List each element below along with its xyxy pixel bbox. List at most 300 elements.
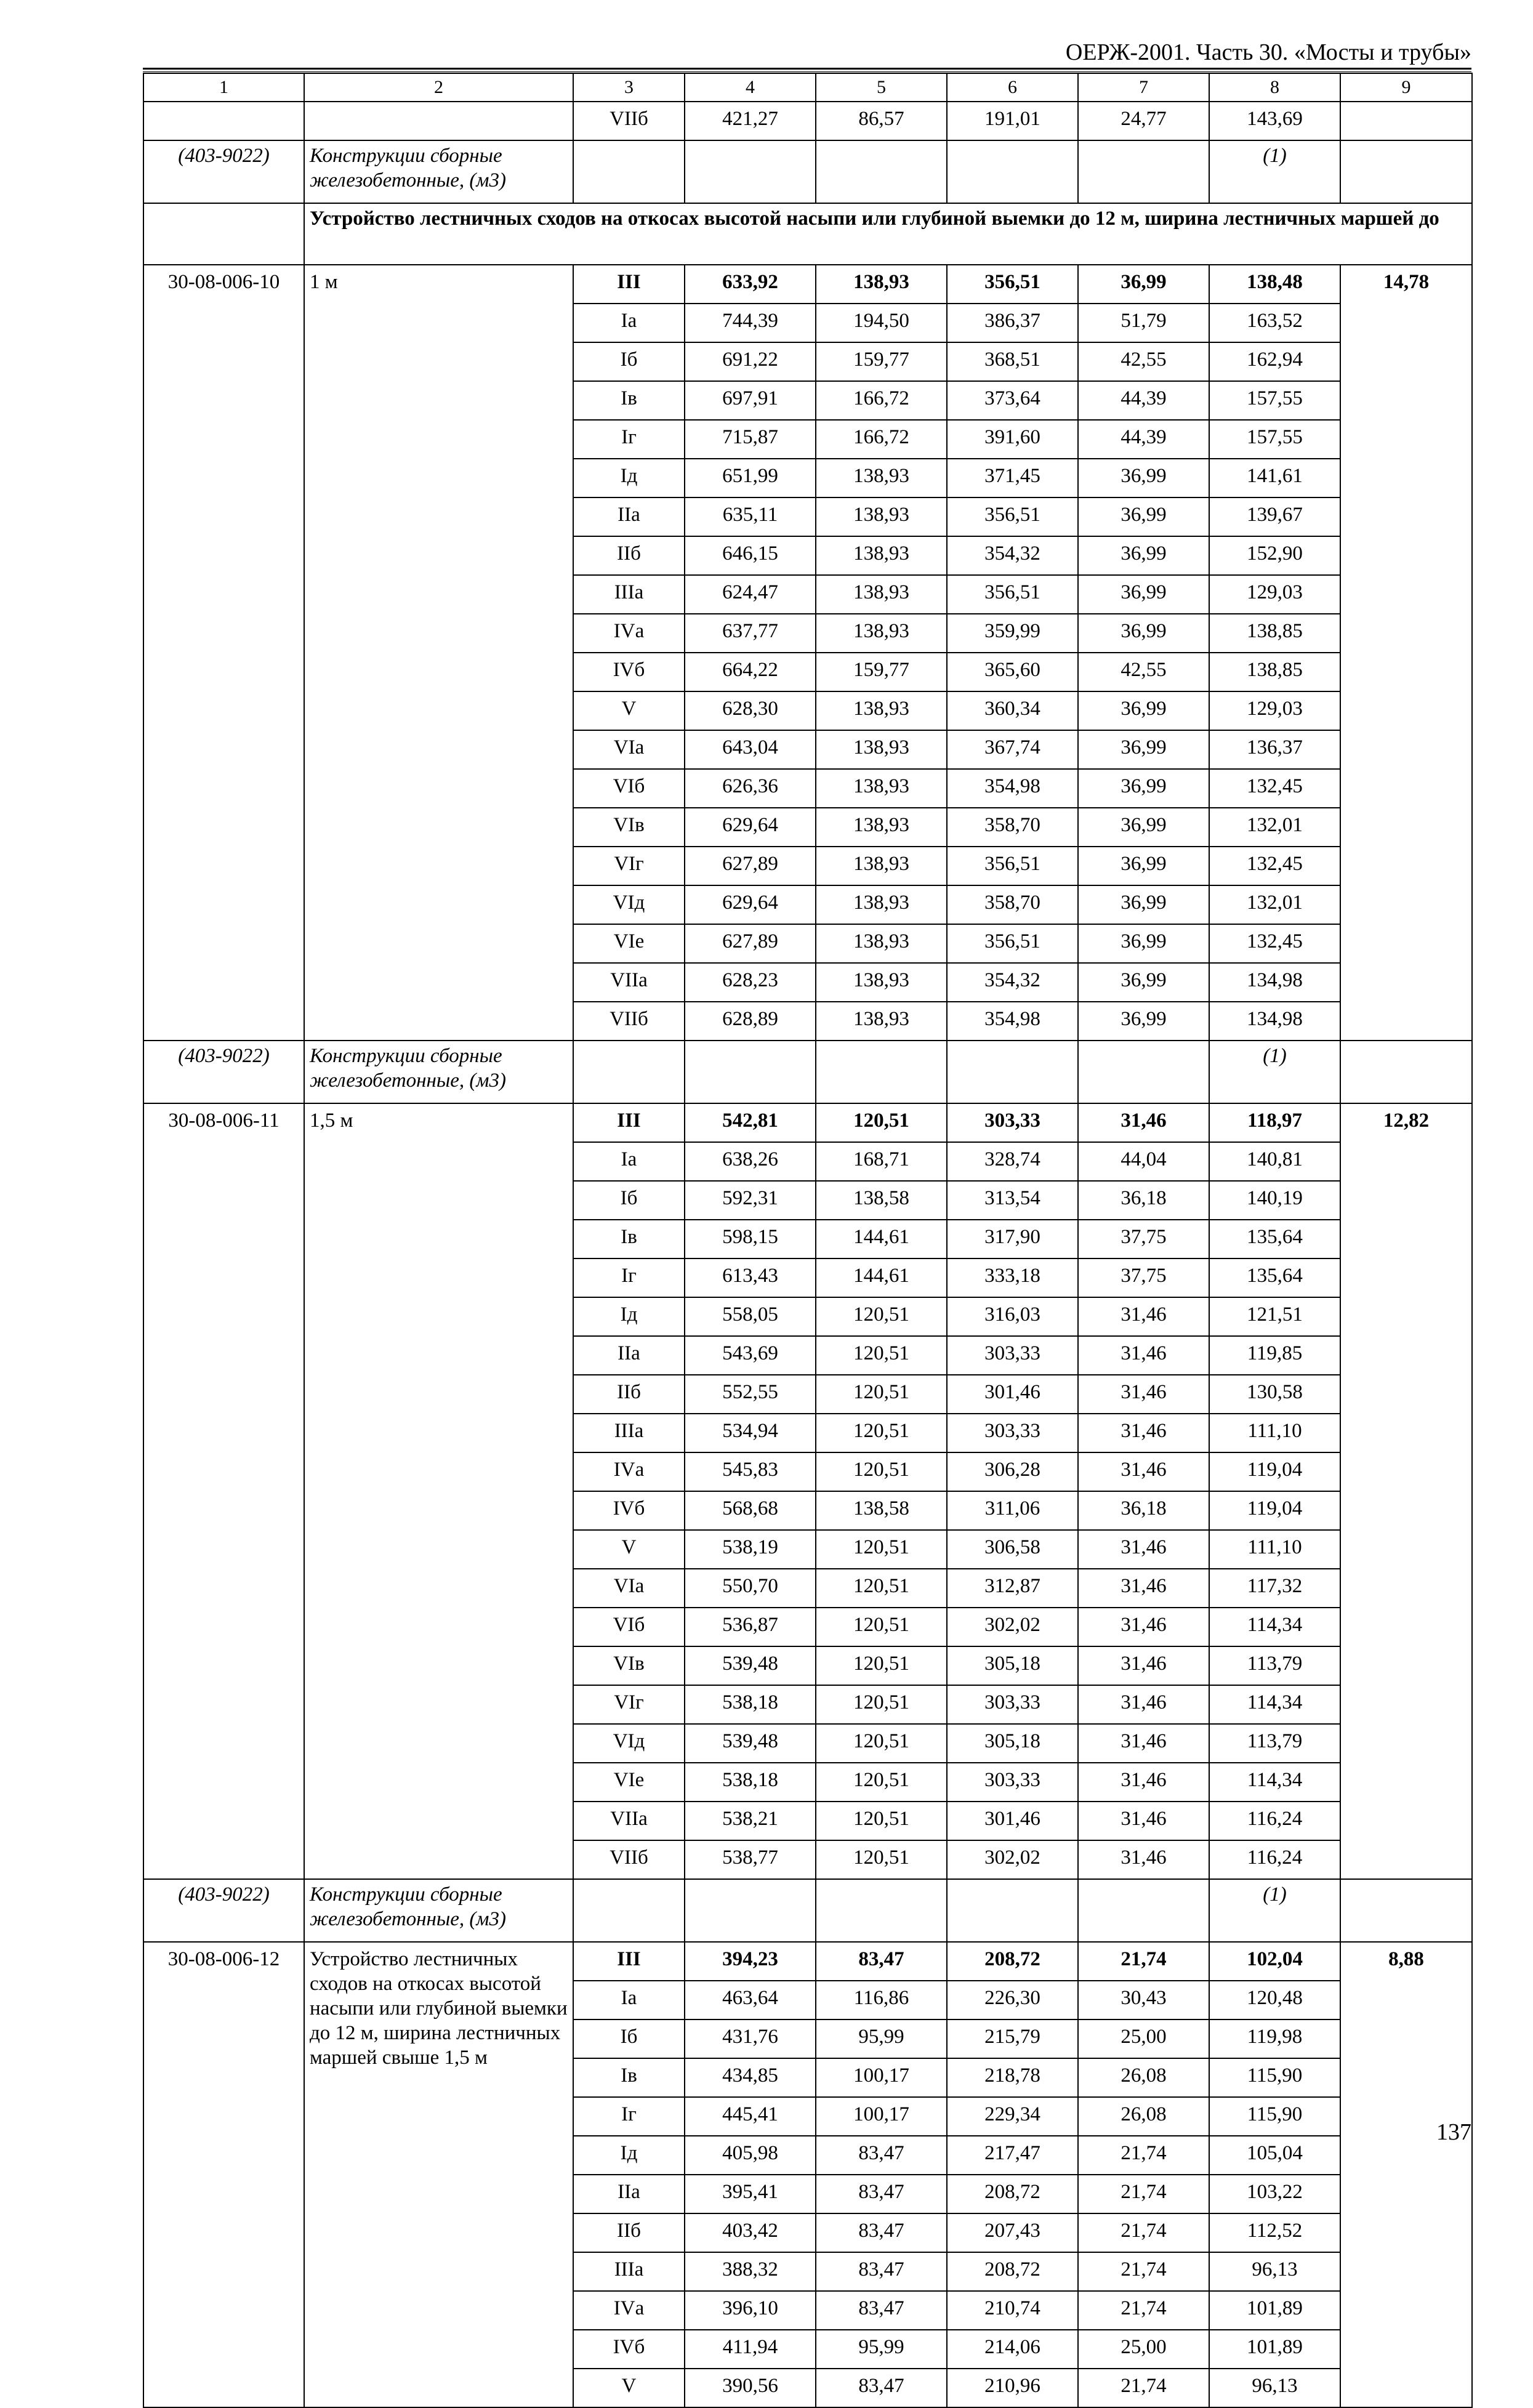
- machine-operation: 312,87: [947, 1569, 1078, 1608]
- machinist-wages: 44,39: [1078, 381, 1209, 420]
- materials-cost: 152,90: [1209, 536, 1340, 575]
- machine-operation: 356,51: [947, 847, 1078, 885]
- machine-operation: 354,98: [947, 769, 1078, 808]
- materials-cost: 112,52: [1209, 2213, 1340, 2252]
- materials-cost: 102,04: [1209, 1942, 1340, 1981]
- total-cost: 744,39: [685, 304, 816, 342]
- empty-cell: [947, 140, 1078, 203]
- labor-wages: 120,51: [816, 1840, 947, 1879]
- materials-cost: 130,58: [1209, 1375, 1340, 1414]
- empty-cell: [1078, 1879, 1209, 1942]
- materials-cost: 141,61: [1209, 459, 1340, 497]
- machine-operation: 303,33: [947, 1103, 1078, 1142]
- resource-code: (403-9022): [143, 140, 304, 203]
- labor-wages: 95,99: [816, 2019, 947, 2058]
- total-cost: 538,77: [685, 1840, 816, 1879]
- machinist-wages: 21,74: [1078, 1942, 1209, 1981]
- machinist-wages: 36,99: [1078, 536, 1209, 575]
- labor-wages: 120,51: [816, 1802, 947, 1840]
- machinist-wages: 36,99: [1078, 497, 1209, 536]
- materials-cost: 101,89: [1209, 2330, 1340, 2369]
- total-cost: 568,68: [685, 1491, 816, 1530]
- machinist-wages: 36,99: [1078, 808, 1209, 847]
- total-cost: 394,23: [685, 1942, 816, 1981]
- zone-code: VIа: [573, 730, 685, 769]
- machine-operation: 371,45: [947, 459, 1078, 497]
- machine-operation: 360,34: [947, 691, 1078, 730]
- machinist-wages: 31,46: [1078, 1685, 1209, 1724]
- labor-wages: 194,50: [816, 304, 947, 342]
- total-cost: 403,42: [685, 2213, 816, 2252]
- machinist-wages: 36,99: [1078, 885, 1209, 924]
- machine-operation: 386,37: [947, 304, 1078, 342]
- total-cost: 396,10: [685, 2291, 816, 2330]
- materials-cost: 103,22: [1209, 2175, 1340, 2213]
- materials-cost: 136,37: [1209, 730, 1340, 769]
- materials-cost: 101,89: [1209, 2291, 1340, 2330]
- zone-code: IIб: [573, 2213, 685, 2252]
- machine-operation: 303,33: [947, 1763, 1078, 1802]
- total-cost: 629,64: [685, 808, 816, 847]
- machine-operation: 316,03: [947, 1297, 1078, 1336]
- machine-operation: 356,51: [947, 924, 1078, 963]
- total-cost: 536,87: [685, 1608, 816, 1646]
- zone-code: IVа: [573, 1452, 685, 1491]
- zone-code: Iв: [573, 2058, 685, 2097]
- machine-operation: 313,54: [947, 1181, 1078, 1220]
- materials-cost: 157,55: [1209, 381, 1340, 420]
- labor-wages: 138,93: [816, 575, 947, 614]
- machine-operation: 229,34: [947, 2097, 1078, 2136]
- machine-operation: 303,33: [947, 1685, 1078, 1724]
- machine-operation: 354,32: [947, 963, 1078, 1002]
- machine-operation: 311,06: [947, 1491, 1078, 1530]
- total-cost: 388,32: [685, 2252, 816, 2291]
- machine-operation: 208,72: [947, 1942, 1078, 1981]
- section-heading-row: [143, 203, 1472, 265]
- total-cost: 538,18: [685, 1685, 816, 1724]
- zone-code: IIб: [573, 536, 685, 575]
- materials-cost: 163,52: [1209, 304, 1340, 342]
- zone-code: IIа: [573, 1336, 685, 1375]
- total-cost: 664,22: [685, 653, 816, 691]
- labor-wages: 83,47: [816, 2213, 947, 2252]
- rate-code: 30-08-006-12: [143, 1942, 304, 2407]
- zone-code: V: [573, 2369, 685, 2407]
- machinist-wages: 36,99: [1078, 459, 1209, 497]
- labor-wages: 100,17: [816, 2058, 947, 2097]
- materials-cost: 115,90: [1209, 2058, 1340, 2097]
- table-row: [143, 265, 1472, 304]
- total-cost: 539,48: [685, 1724, 816, 1763]
- machinist-wages: 26,08: [1078, 2097, 1209, 2136]
- machine-operation: 328,74: [947, 1142, 1078, 1181]
- materials-cost: 129,03: [1209, 575, 1340, 614]
- materials-cost: 116,24: [1209, 1840, 1340, 1879]
- zone-code: VIIб: [573, 102, 685, 140]
- column-number-row: [143, 73, 1472, 102]
- total-cost: 405,98: [685, 2136, 816, 2175]
- column-number: 7: [1078, 73, 1209, 102]
- materials-cost: 140,81: [1209, 1142, 1340, 1181]
- column-number: 5: [816, 73, 947, 102]
- machinist-wages: 26,08: [1078, 2058, 1209, 2097]
- empty-cell: [685, 140, 816, 203]
- zone-code: IIIа: [573, 2252, 685, 2291]
- machine-operation: 305,18: [947, 1646, 1078, 1685]
- total-cost: 539,48: [685, 1646, 816, 1685]
- labor-wages: 138,93: [816, 924, 947, 963]
- machinist-wages: 42,55: [1078, 342, 1209, 381]
- materials-cost: 96,13: [1209, 2252, 1340, 2291]
- labor-wages: 120,51: [816, 1336, 947, 1375]
- materials-cost: 143,69: [1209, 102, 1340, 140]
- machine-operation: 368,51: [947, 342, 1078, 381]
- materials-cost: 119,98: [1209, 2019, 1340, 2058]
- zone-code: Iг: [573, 1258, 685, 1297]
- resource-note-row: [143, 1041, 1472, 1103]
- labor-wages: 159,77: [816, 653, 947, 691]
- machinist-wages: 36,99: [1078, 1002, 1209, 1041]
- zone-code: VIв: [573, 808, 685, 847]
- machinist-wages: 37,75: [1078, 1258, 1209, 1297]
- zone-code: Iа: [573, 1142, 685, 1181]
- resource-description: Конструкции сборные железобетонные, (м3): [304, 1041, 573, 1103]
- labor-wages: 120,51: [816, 1685, 947, 1724]
- machine-operation: 356,51: [947, 575, 1078, 614]
- machine-operation: 354,32: [947, 536, 1078, 575]
- rate-code: 30-08-006-11: [143, 1103, 304, 1879]
- work-description: 1,5 м: [304, 1103, 573, 1879]
- labor-wages: 120,51: [816, 1608, 947, 1646]
- materials-cost: 105,04: [1209, 2136, 1340, 2175]
- column-number: 1: [143, 73, 304, 102]
- zone-code: V: [573, 1530, 685, 1569]
- work-description: [304, 102, 573, 140]
- machine-operation: 333,18: [947, 1258, 1078, 1297]
- total-cost: 697,91: [685, 381, 816, 420]
- machine-operation: 356,51: [947, 497, 1078, 536]
- labor-wages: 100,17: [816, 2097, 947, 2136]
- total-cost: 627,89: [685, 847, 816, 885]
- resource-note-row: [143, 140, 1472, 203]
- zone-code: IIб: [573, 1375, 685, 1414]
- materials-cost: 121,51: [1209, 1297, 1340, 1336]
- labor-hours: 12,82: [1340, 1103, 1472, 1879]
- machinist-wages: 36,99: [1078, 575, 1209, 614]
- materials-cost: 138,48: [1209, 265, 1340, 304]
- zone-code: VIIа: [573, 1802, 685, 1840]
- table-row: [143, 1942, 1472, 1981]
- machine-operation: 217,47: [947, 2136, 1078, 2175]
- machine-operation: 301,46: [947, 1375, 1078, 1414]
- machine-operation: 226,30: [947, 1981, 1078, 2019]
- materials-cost: 119,04: [1209, 1452, 1340, 1491]
- labor-wages: 120,51: [816, 1103, 947, 1142]
- labor-wages: 138,93: [816, 885, 947, 924]
- machinist-wages: 31,46: [1078, 1297, 1209, 1336]
- zone-code: VIIб: [573, 1002, 685, 1041]
- resource-quantity: (1): [1209, 140, 1340, 203]
- table-row: [143, 1103, 1472, 1142]
- zone-code: Iв: [573, 1220, 685, 1258]
- column-number: 4: [685, 73, 816, 102]
- empty-cell: [685, 1041, 816, 1103]
- resource-quantity: (1): [1209, 1879, 1340, 1942]
- total-cost: 395,41: [685, 2175, 816, 2213]
- total-cost: 638,26: [685, 1142, 816, 1181]
- machinist-wages: 36,99: [1078, 924, 1209, 963]
- machine-operation: 358,70: [947, 808, 1078, 847]
- machinist-wages: 31,46: [1078, 1608, 1209, 1646]
- machinist-wages: 21,74: [1078, 2136, 1209, 2175]
- work-description: Устройство лестничных сходов на откосах высотой насыпи или глубиной выемки до 12 м, ширина лестничных маршей свыше 1,5 м: [304, 1942, 573, 2407]
- machine-operation: 365,60: [947, 653, 1078, 691]
- column-number: 2: [304, 73, 573, 102]
- zone-code: Iб: [573, 2019, 685, 2058]
- machine-operation: 210,96: [947, 2369, 1078, 2407]
- labor-wages: 120,51: [816, 1763, 947, 1802]
- machinist-wages: 31,46: [1078, 1414, 1209, 1452]
- rate-code: 30-08-006-10: [143, 265, 304, 1041]
- total-cost: 628,30: [685, 691, 816, 730]
- materials-cost: 114,34: [1209, 1685, 1340, 1724]
- machine-operation: 303,33: [947, 1336, 1078, 1375]
- labor-wages: 83,47: [816, 2369, 947, 2407]
- machinist-wages: 31,46: [1078, 1646, 1209, 1685]
- machine-operation: 306,58: [947, 1530, 1078, 1569]
- total-cost: 637,77: [685, 614, 816, 653]
- labor-wages: 138,93: [816, 614, 947, 653]
- total-cost: 628,89: [685, 1002, 816, 1041]
- machinist-wages: 36,99: [1078, 769, 1209, 808]
- machinist-wages: 31,46: [1078, 1530, 1209, 1569]
- zone-code: Iб: [573, 342, 685, 381]
- column-number: 6: [947, 73, 1078, 102]
- empty-cell: [816, 1041, 947, 1103]
- total-cost: 545,83: [685, 1452, 816, 1491]
- column-number: 9: [1340, 73, 1472, 102]
- labor-wages: 138,93: [816, 497, 947, 536]
- empty-cell: [573, 1879, 685, 1942]
- machine-operation: 354,98: [947, 1002, 1078, 1041]
- labor-wages: 116,86: [816, 1981, 947, 2019]
- machinist-wages: 21,74: [1078, 2252, 1209, 2291]
- total-cost: 633,92: [685, 265, 816, 304]
- labor-wages: 120,51: [816, 1530, 947, 1569]
- materials-cost: 120,48: [1209, 1981, 1340, 2019]
- labor-wages: 83,47: [816, 2252, 947, 2291]
- machinist-wages: 31,46: [1078, 1103, 1209, 1142]
- machinist-wages: 25,00: [1078, 2019, 1209, 2058]
- zone-code: VIе: [573, 1763, 685, 1802]
- materials-cost: 132,45: [1209, 924, 1340, 963]
- zone-code: IVб: [573, 1491, 685, 1530]
- zone-code: VIб: [573, 1608, 685, 1646]
- zone-code: V: [573, 691, 685, 730]
- materials-cost: 132,01: [1209, 808, 1340, 847]
- machinist-wages: 31,46: [1078, 1569, 1209, 1608]
- machinist-wages: 44,39: [1078, 420, 1209, 459]
- materials-cost: 140,19: [1209, 1181, 1340, 1220]
- labor-wages: 138,93: [816, 963, 947, 1002]
- materials-cost: 114,34: [1209, 1763, 1340, 1802]
- labor-wages: 166,72: [816, 381, 947, 420]
- total-cost: 643,04: [685, 730, 816, 769]
- machine-operation: 373,64: [947, 381, 1078, 420]
- total-cost: 538,18: [685, 1763, 816, 1802]
- materials-cost: 138,85: [1209, 653, 1340, 691]
- resource-code: (403-9022): [143, 1879, 304, 1942]
- materials-cost: 113,79: [1209, 1724, 1340, 1763]
- machine-operation: 191,01: [947, 102, 1078, 140]
- total-cost: 646,15: [685, 536, 816, 575]
- total-cost: 558,05: [685, 1297, 816, 1336]
- materials-cost: 129,03: [1209, 691, 1340, 730]
- zone-code: VIе: [573, 924, 685, 963]
- machinist-wages: 51,79: [1078, 304, 1209, 342]
- total-cost: 552,55: [685, 1375, 816, 1414]
- machinist-wages: 31,46: [1078, 1452, 1209, 1491]
- machinist-wages: 36,99: [1078, 847, 1209, 885]
- zone-code: IIIа: [573, 1414, 685, 1452]
- machinist-wages: 36,18: [1078, 1491, 1209, 1530]
- total-cost: 626,36: [685, 769, 816, 808]
- materials-cost: 118,97: [1209, 1103, 1340, 1142]
- labor-wages: 120,51: [816, 1414, 947, 1452]
- labor-wages: 138,58: [816, 1491, 947, 1530]
- labor-wages: 138,93: [816, 691, 947, 730]
- machinist-wages: 36,99: [1078, 614, 1209, 653]
- total-cost: 534,94: [685, 1414, 816, 1452]
- materials-cost: 96,13: [1209, 2369, 1340, 2407]
- labor-wages: 144,61: [816, 1258, 947, 1297]
- total-cost: 598,15: [685, 1220, 816, 1258]
- total-cost: 628,23: [685, 963, 816, 1002]
- zone-code: VIд: [573, 885, 685, 924]
- machine-operation: 302,02: [947, 1608, 1078, 1646]
- total-cost: 629,64: [685, 885, 816, 924]
- header-rule-thin: [143, 71, 1471, 72]
- materials-cost: 138,85: [1209, 614, 1340, 653]
- materials-cost: 135,64: [1209, 1220, 1340, 1258]
- column-number: 8: [1209, 73, 1340, 102]
- total-cost: 635,11: [685, 497, 816, 536]
- total-cost: 592,31: [685, 1181, 816, 1220]
- zone-code: Iд: [573, 1297, 685, 1336]
- labor-wages: 120,51: [816, 1375, 947, 1414]
- price-table: [143, 73, 1473, 2408]
- zone-code: VIIа: [573, 963, 685, 1002]
- machinist-wages: 31,46: [1078, 1802, 1209, 1840]
- labor-wages: 138,93: [816, 265, 947, 304]
- empty-cell: [1340, 140, 1472, 203]
- machine-operation: 301,46: [947, 1802, 1078, 1840]
- machinist-wages: 36,99: [1078, 691, 1209, 730]
- total-cost: 543,69: [685, 1336, 816, 1375]
- zone-code: Iд: [573, 459, 685, 497]
- zone-code: VIа: [573, 1569, 685, 1608]
- total-cost: 613,43: [685, 1258, 816, 1297]
- machinist-wages: 21,74: [1078, 2175, 1209, 2213]
- resource-code: (403-9022): [143, 1041, 304, 1103]
- machine-operation: 208,72: [947, 2175, 1078, 2213]
- labor-wages: 120,51: [816, 1452, 947, 1491]
- labor-wages: 86,57: [816, 102, 947, 140]
- total-cost: 627,89: [685, 924, 816, 963]
- zone-code: VIг: [573, 847, 685, 885]
- zone-code: IIа: [573, 2175, 685, 2213]
- zone-code: IVб: [573, 653, 685, 691]
- labor-wages: 138,93: [816, 730, 947, 769]
- total-cost: 538,21: [685, 1802, 816, 1840]
- labor-hours: [1340, 102, 1472, 140]
- materials-cost: 132,01: [1209, 885, 1340, 924]
- machinist-wages: 31,46: [1078, 1375, 1209, 1414]
- column-number: 3: [573, 73, 685, 102]
- zone-code: VIв: [573, 1646, 685, 1685]
- machine-operation: 208,72: [947, 2252, 1078, 2291]
- materials-cost: 157,55: [1209, 420, 1340, 459]
- materials-cost: 119,04: [1209, 1491, 1340, 1530]
- labor-wages: 83,47: [816, 2175, 947, 2213]
- machine-operation: 218,78: [947, 2058, 1078, 2097]
- machine-operation: 215,79: [947, 2019, 1078, 2058]
- materials-cost: 117,32: [1209, 1569, 1340, 1608]
- empty-cell: [1340, 1041, 1472, 1103]
- machine-operation: 303,33: [947, 1414, 1078, 1452]
- machinist-wages: 21,74: [1078, 2369, 1209, 2407]
- resource-description: Конструкции сборные железобетонные, (м3): [304, 1879, 573, 1942]
- labor-wages: 120,51: [816, 1297, 947, 1336]
- zone-code: VIг: [573, 1685, 685, 1724]
- total-cost: 715,87: [685, 420, 816, 459]
- materials-cost: 139,67: [1209, 497, 1340, 536]
- empty-cell: [573, 1041, 685, 1103]
- labor-wages: 120,51: [816, 1724, 947, 1763]
- labor-wages: 83,47: [816, 2136, 947, 2175]
- materials-cost: 134,98: [1209, 1002, 1340, 1041]
- machinist-wages: 24,77: [1078, 102, 1209, 140]
- machine-operation: 391,60: [947, 420, 1078, 459]
- empty-cell: [816, 140, 947, 203]
- machinist-wages: 36,99: [1078, 963, 1209, 1002]
- zone-code: VIIб: [573, 1840, 685, 1879]
- empty-cell: [685, 1879, 816, 1942]
- machinist-wages: 36,18: [1078, 1181, 1209, 1220]
- machinist-wages: 31,46: [1078, 1840, 1209, 1879]
- zone-code: III: [573, 265, 685, 304]
- zone-code: Iг: [573, 2097, 685, 2136]
- labor-wages: 168,71: [816, 1142, 947, 1181]
- resource-quantity: (1): [1209, 1041, 1340, 1103]
- machine-operation: 214,06: [947, 2330, 1078, 2369]
- machine-operation: 207,43: [947, 2213, 1078, 2252]
- total-cost: 691,22: [685, 342, 816, 381]
- labor-wages: 138,93: [816, 769, 947, 808]
- labor-wages: 120,51: [816, 1569, 947, 1608]
- table-body: [143, 73, 1472, 2407]
- machinist-wages: 31,46: [1078, 1724, 1209, 1763]
- empty-cell: [947, 1879, 1078, 1942]
- machinist-wages: 25,00: [1078, 2330, 1209, 2369]
- rate-code: [143, 102, 304, 140]
- total-cost: 550,70: [685, 1569, 816, 1608]
- total-cost: 421,27: [685, 102, 816, 140]
- zone-code: Iг: [573, 420, 685, 459]
- zone-code: Iа: [573, 304, 685, 342]
- machine-operation: 359,99: [947, 614, 1078, 653]
